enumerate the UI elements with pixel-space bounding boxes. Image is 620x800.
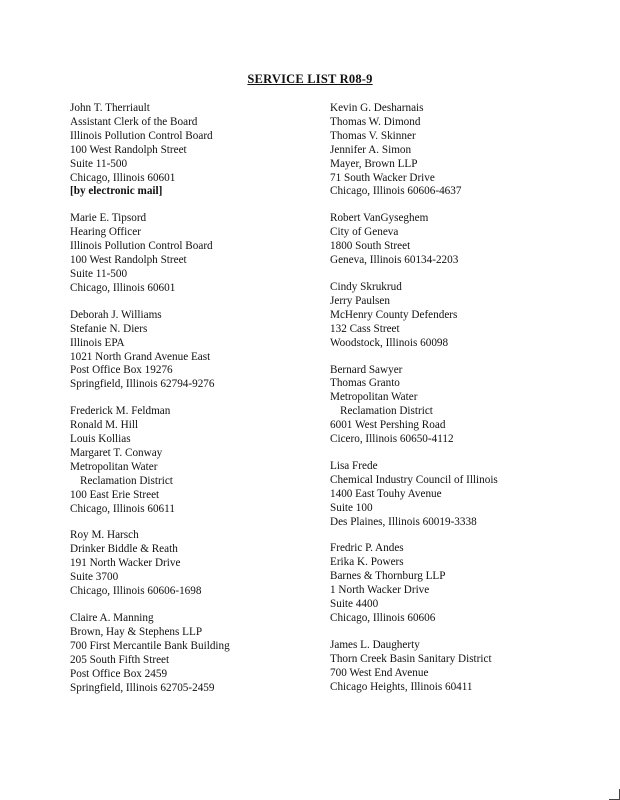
address-line: Chicago, Illinois 60606	[330, 612, 436, 624]
recipient-name: Deborah J. Williams	[70, 308, 162, 321]
recipient-name: Robert VanGyseghem	[330, 212, 429, 225]
address-line: 1021 North Grand Avenue East	[70, 350, 211, 363]
address-line: Reclamation District	[340, 405, 433, 418]
address-line: Suite 11-500	[70, 157, 128, 170]
address-line: Springfield, Illinois 62794-9276	[70, 378, 215, 391]
address-line: Erika K. Powers	[330, 556, 404, 569]
address-block	[70, 612, 320, 695]
address-block	[70, 212, 320, 295]
address-block	[330, 364, 615, 447]
address-block	[70, 102, 320, 199]
address-line: Illinois Pollution Control Board	[70, 240, 213, 253]
recipient-name: John T. Therriault	[70, 102, 150, 114]
address-line: Suite 3700	[70, 571, 119, 584]
address-block	[330, 212, 615, 268]
address-line: Ronald M. Hill	[70, 419, 139, 432]
recipient-name: Kevin G. Desharnais	[330, 102, 424, 114]
recipient-name: James L. Daugherty	[330, 638, 420, 651]
address-line: Metropolitan Water	[70, 460, 158, 473]
address-line: Margaret T. Conway	[70, 446, 163, 459]
recipient-name: Cindy Skrukrud	[330, 280, 402, 293]
address-line: Thomas V. Skinner	[330, 129, 416, 142]
address-block	[330, 542, 615, 625]
address-line: 205 South Fifth Street	[70, 653, 170, 666]
address-line: 1400 East Touhy Avenue	[330, 487, 442, 500]
address-line: 191 North Wacker Drive	[70, 557, 181, 570]
address-block	[70, 405, 320, 516]
address-line: 1 North Wacker Drive	[330, 584, 430, 597]
address-line: Reclamation District	[80, 474, 173, 487]
address-line: 100 West Randolph Street	[70, 254, 187, 267]
address-line: McHenry County Defenders	[330, 308, 458, 321]
recipient-name: Fredric P. Andes	[330, 542, 404, 555]
address-line: 700 West End Avenue	[330, 666, 429, 679]
address-line: Chicago, Illinois 60606-4637	[330, 185, 462, 198]
address-line: 6001 West Pershing Road	[330, 419, 446, 432]
address-line: Thomas W. Dimond	[330, 115, 421, 128]
recipient-name: Frederick M. Feldman	[70, 405, 171, 418]
address-line: Post Office Box 19276	[70, 364, 173, 377]
address-line: Jerry Paulsen	[330, 294, 390, 307]
address-line: Suite 100	[330, 501, 373, 514]
address-line: Brown, Hay & Stephens LLP	[70, 625, 203, 638]
address-block	[330, 460, 615, 530]
address-line: 100 West Randolph Street	[70, 143, 187, 156]
address-line: Thomas Granto	[330, 377, 400, 390]
address-line: Illinois Pollution Control Board	[70, 129, 213, 142]
address-line: 700 First Mercantile Bank Building	[70, 639, 230, 652]
address-line: Springfield, Illinois 62705-2459	[70, 681, 215, 694]
address-line: 1800 South Street	[330, 240, 411, 253]
address-line: Thorn Creek Basin Sanitary District	[330, 652, 492, 665]
address-block	[330, 281, 615, 351]
address-line: Barnes & Thornburg LLP	[330, 570, 446, 583]
address-block	[330, 102, 615, 199]
recipient-name: Lisa Frede	[330, 459, 378, 472]
scan-corner-mark	[609, 789, 620, 800]
address-line: City of Geneva	[330, 226, 399, 239]
address-line: Chicago, Illinois 60606-1698	[70, 585, 202, 598]
address-line: Chemical Industry Council of Illinois	[330, 473, 498, 486]
address-line: Louis Kollias	[70, 433, 131, 446]
address-line: 71 South Wacker Drive	[330, 171, 435, 184]
address-line: Stefanie N. Diers	[70, 322, 148, 335]
address-line: Illinois EPA	[70, 336, 125, 349]
address-line: Suite 11-500	[70, 267, 128, 280]
address-line: [by electronic mail]	[70, 185, 163, 198]
address-line: Assistant Clerk of the Board	[70, 115, 198, 128]
address-line: Geneva, Illinois 60134-2203	[330, 254, 459, 267]
address-line: 132 Cass Street	[330, 322, 400, 335]
address-line: Chicago Heights, Illinois 60411	[330, 680, 473, 693]
address-line: Des Plaines, Illinois 60019-3338	[330, 515, 477, 528]
address-line: Metropolitan Water	[330, 391, 418, 404]
address-line: Chicago, Illinois 60601	[70, 281, 176, 294]
address-line: Drinker Biddle & Reath	[70, 543, 178, 556]
recipient-name: Claire A. Manning	[70, 612, 154, 624]
address-line: Mayer, Brown LLP	[330, 157, 418, 170]
address-block	[70, 529, 320, 599]
address-line: Post Office Box 2459	[70, 667, 168, 680]
right-address-column	[330, 102, 615, 708]
recipient-name: Roy M. Harsch	[70, 529, 139, 542]
address-line: Chicago, Illinois 60611	[70, 502, 175, 515]
recipient-name: Bernard Sawyer	[330, 363, 403, 376]
address-line: Woodstock, Illinois 60098	[330, 336, 449, 349]
address-line: Hearing Officer	[70, 226, 141, 239]
address-line: Suite 4400	[330, 598, 379, 611]
address-line: 100 East Erie Street	[70, 488, 160, 501]
address-line: Cicero, Illinois 60650-4112	[330, 433, 454, 446]
service-list-title: SERVICE LIST R08-9	[247, 72, 373, 86]
address-block	[70, 309, 320, 392]
left-address-column	[70, 102, 320, 708]
address-line: Jennifer A. Simon	[330, 143, 412, 156]
address-block	[330, 639, 615, 695]
address-line: Chicago, Illinois 60601	[70, 171, 176, 184]
recipient-name: Marie E. Tipsord	[70, 212, 147, 225]
